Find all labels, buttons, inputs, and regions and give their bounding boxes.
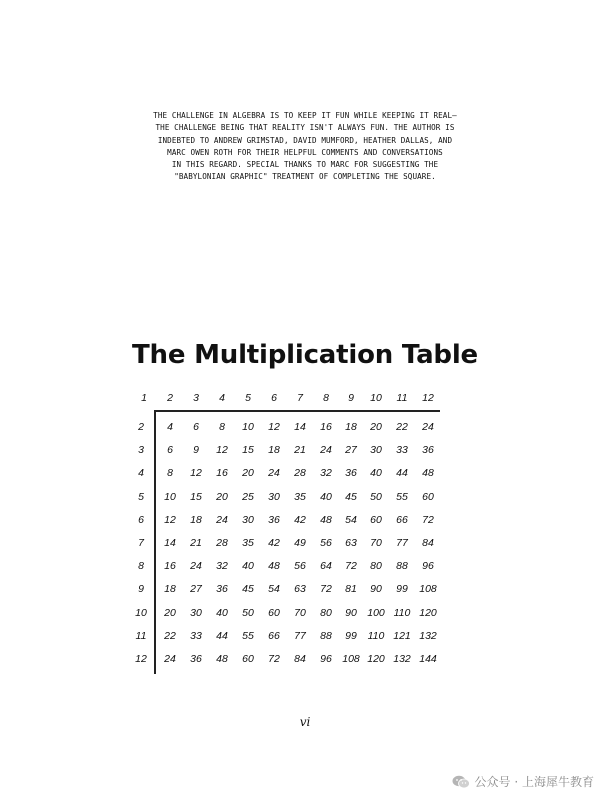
table-cell: 35 [294, 490, 306, 503]
ack-line: MARC OWEN ROTH FOR THEIR HELPFUL COMMENTS AND CONVERSATIONS [167, 147, 443, 157]
ack-line: THE CHALLENGE BEING THAT REALITY ISN'T ALWAYS FUN. THE AUTHOR IS [155, 123, 455, 133]
table-cell: 20 [164, 606, 176, 619]
table-row-label: 3 [138, 444, 144, 457]
table-cell: 120 [367, 653, 385, 665]
table-cell: 20 [370, 421, 382, 433]
table-cell: 100 [367, 606, 385, 619]
table-cell: 21 [190, 537, 202, 549]
table-cell: 108 [419, 583, 437, 596]
table-header-cell: 5 [245, 392, 251, 404]
table-cell: 18 [190, 513, 202, 526]
table-cell: 40 [242, 560, 254, 573]
table-cell: 60 [370, 513, 382, 526]
table-cell: 35 [242, 537, 254, 549]
table-cell: 50 [242, 606, 254, 619]
table-cell: 120 [419, 606, 437, 619]
table-cell: 40 [370, 467, 382, 480]
table-cell: 30 [190, 606, 202, 619]
table-cell: 48 [320, 513, 332, 526]
table-cell: 54 [268, 583, 280, 596]
table-cell: 45 [242, 583, 254, 596]
table-cell: 22 [164, 629, 176, 642]
table-cell: 24 [320, 444, 332, 457]
table-cell: 48 [216, 653, 228, 665]
table-horizontal-rule [154, 410, 440, 412]
table-cell: 36 [422, 444, 434, 457]
table-cell: 72 [320, 583, 332, 596]
table-cell: 16 [164, 560, 176, 573]
table-cell: 12 [190, 467, 202, 480]
table-header-cell: 7 [297, 392, 303, 404]
table-row-label: 9 [138, 583, 144, 596]
table-cell: 12 [216, 444, 228, 457]
table-row-label: 11 [135, 629, 147, 642]
table-cell: 64 [320, 560, 332, 573]
table-cell: 54 [345, 513, 357, 526]
table-cell: 55 [396, 490, 408, 503]
table-header-cell: 11 [396, 392, 408, 404]
table-cell: 96 [320, 653, 332, 665]
table-cell: 18 [164, 583, 176, 596]
table-cell: 88 [320, 629, 332, 642]
table-cell: 18 [345, 421, 357, 433]
table-cell: 24 [216, 513, 228, 526]
table-cell: 12 [268, 421, 280, 433]
page-number: vi [299, 715, 311, 729]
table-cell: 25 [242, 490, 254, 503]
wechat-icon [452, 775, 470, 789]
table-cell: 50 [370, 490, 382, 503]
table-cell: 90 [345, 606, 357, 619]
table-header-cell: 10 [370, 392, 382, 404]
table-cell: 66 [396, 513, 408, 526]
table-cell: 24 [268, 467, 280, 480]
table-cell: 70 [370, 537, 382, 549]
table-cell: 32 [216, 560, 228, 573]
table-cell: 27 [345, 444, 357, 457]
table-cell: 72 [345, 560, 357, 573]
table-cell: 49 [294, 537, 306, 549]
table-cell: 56 [294, 560, 306, 573]
table-row-label: 2 [138, 421, 144, 433]
watermark-text: 公众号 · 上海犀牛教育 [474, 775, 594, 789]
table-row-label: 6 [138, 513, 144, 526]
table-cell: 99 [345, 629, 357, 642]
ack-line: "BABYLONIAN GRAPHIC" TREATMENT OF COMPLETING THE SQUARE. [174, 172, 436, 182]
table-cell: 70 [294, 606, 306, 619]
table-title: The Multiplication Table [131, 340, 478, 370]
table-cell: 72 [268, 653, 280, 665]
table-cell: 16 [320, 421, 332, 433]
table-cell: 42 [268, 537, 280, 549]
table-cell: 60 [268, 606, 280, 619]
table-cell: 88 [396, 560, 408, 573]
table-cell: 14 [294, 421, 306, 433]
table-cell: 60 [242, 653, 254, 665]
table-cell: 63 [294, 583, 306, 596]
table-cell: 48 [268, 560, 280, 573]
table-cell: 24 [422, 421, 434, 433]
table-cell: 77 [294, 629, 306, 642]
table-cell: 20 [216, 490, 228, 503]
table-row-label: 7 [138, 537, 144, 549]
table-row-label: 5 [138, 490, 144, 503]
table-header-cell: 6 [271, 392, 277, 404]
table-cell: 28 [216, 537, 228, 549]
table-cell: 4 [167, 421, 173, 433]
acknowledgment-paragraph [120, 110, 490, 184]
table-cell: 84 [294, 653, 306, 665]
table-cell: 96 [422, 560, 434, 573]
table-cell: 30 [268, 490, 280, 503]
table-cell: 15 [242, 444, 254, 457]
table-header-cell: 1 [141, 392, 147, 404]
table-cell: 27 [190, 583, 202, 596]
watermark [452, 773, 594, 790]
table-cell: 108 [342, 653, 360, 665]
table-cell: 36 [268, 513, 280, 526]
table-cell: 20 [242, 467, 254, 480]
table-cell: 63 [345, 537, 357, 549]
table-cell: 110 [393, 606, 411, 619]
table-cell: 45 [345, 490, 357, 503]
table-header-cell: 8 [323, 392, 329, 404]
table-cell: 10 [164, 490, 176, 503]
table-cell: 6 [167, 444, 173, 457]
table-header-cell: 4 [219, 392, 225, 404]
table-cell: 132 [419, 629, 437, 642]
table-row-label: 4 [138, 467, 144, 480]
table-cell: 16 [216, 467, 228, 480]
table-cell: 72 [422, 513, 434, 526]
table-cell: 10 [242, 421, 254, 433]
table-cell: 36 [345, 467, 357, 480]
table-cell: 36 [216, 583, 228, 596]
table-cell: 80 [370, 560, 382, 573]
table-cell: 44 [396, 467, 408, 480]
table-vertical-rule [154, 410, 156, 674]
table-cell: 33 [190, 629, 202, 642]
table-cell: 9 [193, 444, 199, 457]
table-cell: 21 [294, 444, 306, 457]
table-header-cell: 3 [193, 392, 199, 404]
table-cell: 30 [242, 513, 254, 526]
table-cell: 66 [268, 629, 280, 642]
ack-line: THE CHALLENGE IN ALGEBRA IS TO KEEP IT FUN WHILE KEEPING IT REAL— [153, 111, 457, 120]
table-cell: 15 [190, 490, 202, 503]
table-cell: 60 [422, 490, 434, 503]
table-cell: 6 [193, 421, 199, 433]
table-cell: 77 [396, 537, 408, 549]
table-cell: 40 [216, 606, 228, 619]
table-cell: 22 [396, 421, 408, 433]
table-cell: 28 [294, 467, 306, 480]
table-cell: 42 [294, 513, 306, 526]
table-cell: 80 [320, 606, 332, 619]
table-cell: 12 [164, 513, 176, 526]
table-cell: 144 [419, 653, 437, 665]
table-cell: 36 [190, 653, 202, 665]
table-cell: 99 [396, 583, 408, 596]
table-cell: 8 [167, 467, 173, 480]
ack-line: INDEBTED TO ANDREW GRIMSTAD, DAVID MUMFORD, HEATHER DALLAS, AND [157, 135, 453, 145]
table-cell: 110 [367, 629, 385, 642]
table-cell: 32 [320, 467, 332, 480]
table-cell: 84 [422, 537, 434, 549]
table-header-cell: 12 [422, 392, 434, 404]
table-cell: 14 [164, 537, 176, 549]
table-cell: 121 [393, 629, 411, 642]
table-header-cell: 2 [167, 392, 173, 404]
ack-line: IN THIS REGARD. SPECIAL THANKS TO MARC FOR SUGGESTING THE [171, 160, 439, 170]
table-cell: 30 [370, 444, 382, 457]
table-row-label: 12 [135, 653, 147, 665]
table-cell: 24 [164, 653, 176, 665]
table-cell: 56 [320, 537, 332, 549]
table-cell: 44 [216, 629, 228, 642]
table-cell: 18 [268, 444, 280, 457]
table-cell: 132 [393, 653, 411, 665]
table-cell: 24 [190, 560, 202, 573]
table-header-cell: 9 [348, 392, 354, 404]
table-cell: 81 [345, 583, 357, 596]
table-cell: 55 [242, 629, 254, 642]
table-cell: 90 [370, 583, 382, 596]
table-cell: 33 [396, 444, 408, 457]
table-cell: 48 [422, 467, 434, 480]
table-row-label: 8 [138, 560, 144, 573]
table-cell: 40 [320, 490, 332, 503]
table-cell: 8 [219, 421, 225, 433]
table-row-label: 10 [135, 606, 147, 619]
